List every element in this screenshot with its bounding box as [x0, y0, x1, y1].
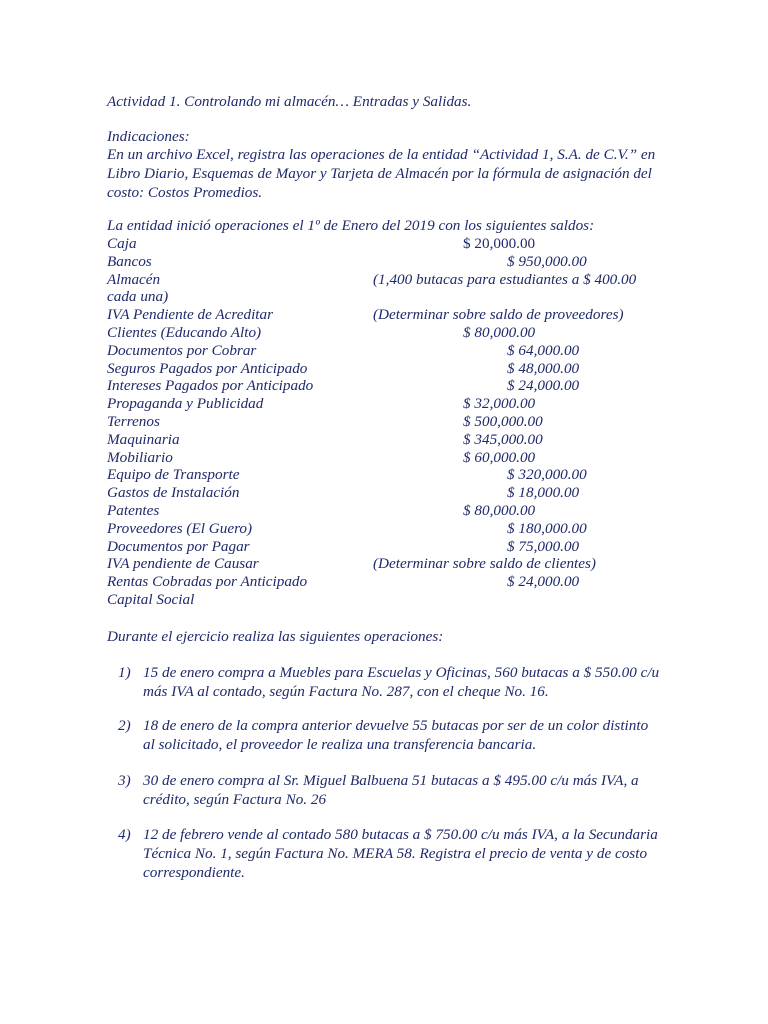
account-amount: $ 180,000.00 — [507, 519, 587, 537]
account-amount: $ 64,000.00 — [507, 341, 580, 359]
account-amount: $ 75,000.00 — [507, 537, 580, 555]
account-amount: $ 24,000.00 — [507, 573, 580, 591]
account-name: Equipo de Transporte — [107, 466, 240, 484]
operation-text: 18 de enero de la compra anterior devuelve 55 butacas por ser de un color distinto al solicitado, el proveedor le realiza una transferencia bancaria. — [143, 717, 649, 753]
account-name: Mobiliario — [107, 448, 173, 466]
account-name: Patentes — [107, 502, 160, 519]
account-amount: $ 500,000.00 — [463, 413, 543, 430]
operation-number: 1) — [118, 664, 131, 681]
indicaciones-label: Indicaciones: — [107, 128, 190, 145]
account-name: IVA pendiente de Causar — [107, 555, 259, 573]
account-name: cada una) — [107, 288, 169, 306]
account-name: Bancos — [107, 252, 152, 270]
account-name: Almacén — [107, 270, 161, 288]
account-name: Terrenos — [107, 413, 160, 430]
account-note: (Determinar sobre saldo de proveedores) — [373, 306, 624, 324]
account-name: Documentos por Pagar — [107, 537, 250, 555]
account-amount: $ 80,000.00 — [463, 324, 536, 341]
account-amount: $ 345,000.00 — [463, 430, 543, 448]
operation-number: 2) — [118, 717, 131, 734]
account-name: Proveedores (El Guero) — [107, 519, 253, 537]
operations-intro: Durante el ejercicio realiza las siguientes operaciones: — [107, 628, 444, 645]
operation-text: 12 de febrero vende al contado 580 butacas a $ 750.00 c/u más IVA, a la Secundaria Técnica No. 1, según Factura No. MERA 58. Registra el precio de venta y de costo correspondiente. — [143, 826, 658, 881]
operation-number: 4) — [118, 826, 131, 843]
account-amount: $ 80,000.00 — [463, 502, 536, 519]
account-name: Maquinaria — [107, 430, 180, 448]
account-name: Clientes (Educando Alto) — [107, 324, 262, 341]
account-amount: $ 18,000.00 — [507, 484, 580, 502]
account-note: (1,400 butacas para estudiantes a $ 400.00 — [373, 270, 637, 288]
account-amount: $ 950,000.00 — [507, 252, 587, 270]
account-amount: $ 32,000.00 — [463, 395, 536, 413]
operation-text: 30 de enero compra al Sr. Miguel Balbuena 51 butacas a $ 495.00 c/u más IVA, a crédito, según Factura No. 26 — [143, 772, 639, 808]
account-amount: $ 320,000.00 — [507, 466, 587, 484]
account-amount: $ 24,000.00 — [507, 377, 580, 395]
account-amount: $ 60,000.00 — [463, 448, 536, 466]
account-amount: $ 48,000.00 — [507, 359, 580, 377]
balances-intro: La entidad inició operaciones el 1º de Enero del 2019 con los siguientes saldos: — [107, 217, 595, 234]
account-note: (Determinar sobre saldo de clientes) — [373, 555, 596, 573]
account-name: Seguros Pagados por Anticipado — [107, 359, 308, 377]
account-amount: $ 20,000.00 — [463, 235, 536, 252]
operation-text: 15 de enero compra a Muebles para Escuelas y Oficinas, 560 butacas a $ 550.00 c/u más IVA al contado, según Factura No. 287, con el cheque No. 16. — [143, 664, 660, 700]
document-title: Actividad 1. Controlando mi almacén… Entradas y Salidas. — [107, 93, 472, 110]
account-name: IVA Pendiente de Acreditar — [107, 306, 274, 324]
account-name: Intereses Pagados por Anticipado — [107, 377, 314, 395]
account-name: Propaganda y Publicidad — [107, 395, 264, 413]
account-name: Documentos por Cobrar — [107, 341, 257, 359]
account-name: Gastos de Instalación — [107, 484, 240, 502]
indicaciones-text: En un archivo Excel, registra las operaciones de la entidad “Actividad 1, S.A. de C.V.” en Libro Diario, Esquemas de Mayor y Tarjeta de Almacén por la fórmula de asignación del costo: Costos Promedios. — [107, 146, 656, 201]
account-name: Caja — [107, 235, 137, 252]
account-name: Rentas Cobradas por Anticipado — [107, 573, 308, 591]
account-name: Capital Social — [107, 591, 195, 608]
operation-number: 3) — [118, 772, 131, 789]
